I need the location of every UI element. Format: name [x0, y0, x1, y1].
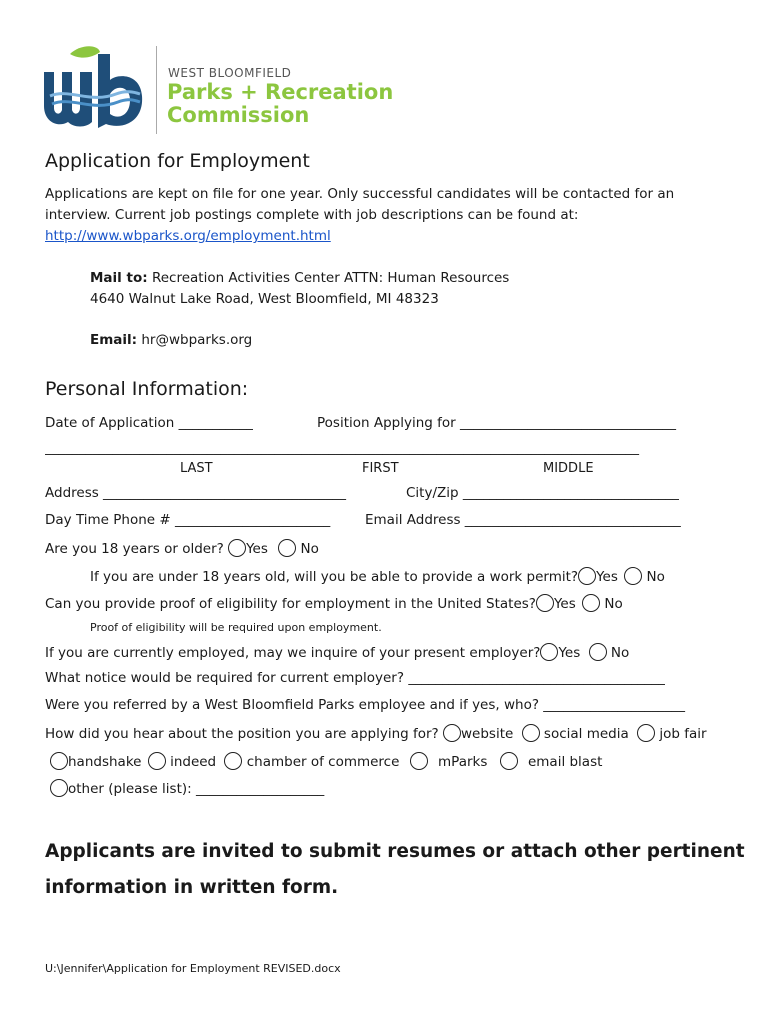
mail-line-1: [90, 270, 509, 286]
work-permit-no-radio[interactable]: [624, 567, 642, 585]
eligibility-text: Can you provide proof of eligibility for employment in the United States?: [45, 596, 536, 612]
name-middle-label: MIDDLE: [543, 461, 594, 476]
footer-file-path: U:\Jennifer\Application for Employment REVISED.docx: [45, 962, 341, 975]
address-field[interactable]: Address ____________________________________: [45, 485, 347, 501]
inquire-question: [45, 643, 629, 661]
age-yes-label: Yes: [246, 541, 268, 557]
source-other-radio[interactable]: [50, 779, 68, 797]
name-last-label: LAST: [180, 461, 213, 476]
eligibility-no-radio[interactable]: [582, 594, 600, 612]
source-chamber-label: chamber of commerce: [246, 754, 400, 770]
email-label: Email:: [90, 332, 138, 348]
city-zip-field[interactable]: City/Zip ________________________________: [406, 485, 679, 501]
inquire-no-label: No: [610, 645, 630, 661]
wb-logo-icon: [40, 44, 150, 134]
age-question: [45, 539, 319, 557]
section-personal-heading: Personal Information:: [45, 378, 249, 400]
page-title: Application for Employment: [45, 150, 310, 172]
source-social-media-radio[interactable]: [522, 724, 540, 742]
position-applying-field[interactable]: Position Applying for ________________________________: [317, 415, 676, 431]
name-field-line[interactable]: ________________________________________________________________________________________: [45, 440, 639, 456]
logo-divider: [156, 46, 157, 134]
logo: [40, 44, 394, 136]
source-email-blast-label: email blast: [527, 754, 603, 770]
closing-line-2: information in written form.: [45, 877, 339, 898]
inquire-yes-radio[interactable]: [540, 643, 558, 661]
logo-org-line1: Parks + Recreation: [167, 80, 394, 104]
intro-line-2: interview. Current job postings complete with job descriptions can be found at:: [45, 207, 579, 223]
referred-field[interactable]: Were you referred by a West Bloomfield Parks employee and if yes, who? _____________________: [45, 697, 686, 713]
logo-org-top: WEST BLOOMFIELD: [168, 66, 292, 80]
eligibility-question: [45, 594, 623, 612]
intro-line-1: Applications are kept on file for one year. Only successful candidates will be contacted for an: [45, 186, 675, 202]
age-no-label: No: [300, 541, 319, 557]
source-email-blast-radio[interactable]: [500, 752, 518, 770]
email-value: hr@wbparks.org: [141, 332, 253, 348]
work-permit-text: If you are under 18 years old, will you be able to provide a work permit?: [90, 569, 579, 585]
sources-row-3: [50, 779, 324, 797]
employment-link[interactable]: http://www.wbparks.org/employment.html: [45, 228, 331, 244]
source-chamber-radio[interactable]: [224, 752, 242, 770]
mail-label: Mail to:: [90, 270, 148, 286]
source-website-radio[interactable]: [443, 724, 461, 742]
source-mparks-label: mParks: [438, 754, 488, 770]
eligibility-yes-label: Yes: [553, 596, 576, 612]
source-mparks-radio[interactable]: [410, 752, 428, 770]
sources-row-2: [50, 752, 602, 770]
work-permit-no-label: No: [646, 569, 665, 585]
age-question-text: Are you 18 years or older?: [45, 541, 224, 557]
heard-text: How did you hear about the position you are applying for?: [45, 726, 439, 742]
source-website-label: website: [461, 726, 514, 742]
closing-line-1: Applicants are invited to submit resumes or attach other pertinent: [45, 841, 745, 862]
source-job-fair-label: job fair: [659, 726, 707, 742]
source-other-field[interactable]: other (please list): ___________________: [68, 781, 325, 797]
name-first-label: FIRST: [362, 461, 399, 476]
work-permit-yes-radio[interactable]: [578, 567, 596, 585]
logo-org-line2: Commission: [167, 103, 310, 127]
day-phone-field[interactable]: Day Time Phone # _______________________: [45, 512, 331, 528]
work-permit-yes-label: Yes: [596, 569, 618, 585]
heard-question: [45, 724, 707, 742]
inquire-no-radio[interactable]: [589, 643, 607, 661]
notice-field[interactable]: What notice would be required for current employer? ______________________________________: [45, 670, 665, 686]
source-indeed-label: indeed: [170, 754, 217, 770]
source-job-fair-radio[interactable]: [637, 724, 655, 742]
inquire-text: If you are currently employed, may we inquire of your present employer?: [45, 645, 541, 661]
source-social-media-label: social media: [543, 726, 629, 742]
age-no-radio[interactable]: [278, 539, 296, 557]
mail-address-line1: Recreation Activities Center ATTN: Human Resources: [151, 270, 510, 286]
eligibility-yes-radio[interactable]: [536, 594, 554, 612]
email-address-field[interactable]: Email Address ________________________________: [365, 512, 681, 528]
source-handshake-radio[interactable]: [50, 752, 68, 770]
source-indeed-radio[interactable]: [148, 752, 166, 770]
work-permit-question: [90, 567, 665, 585]
age-yes-radio[interactable]: [228, 539, 246, 557]
date-of-application-field[interactable]: Date of Application ___________: [45, 415, 253, 431]
eligibility-no-label: No: [604, 596, 623, 612]
inquire-yes-label: Yes: [558, 645, 581, 661]
source-handshake-label: handshake: [68, 754, 142, 770]
eligibility-note: Proof of eligibility will be required upon employment.: [90, 621, 382, 634]
email-line: [90, 332, 252, 348]
mail-address-line2: 4640 Walnut Lake Road, West Bloomfield, MI 48323: [90, 291, 439, 307]
